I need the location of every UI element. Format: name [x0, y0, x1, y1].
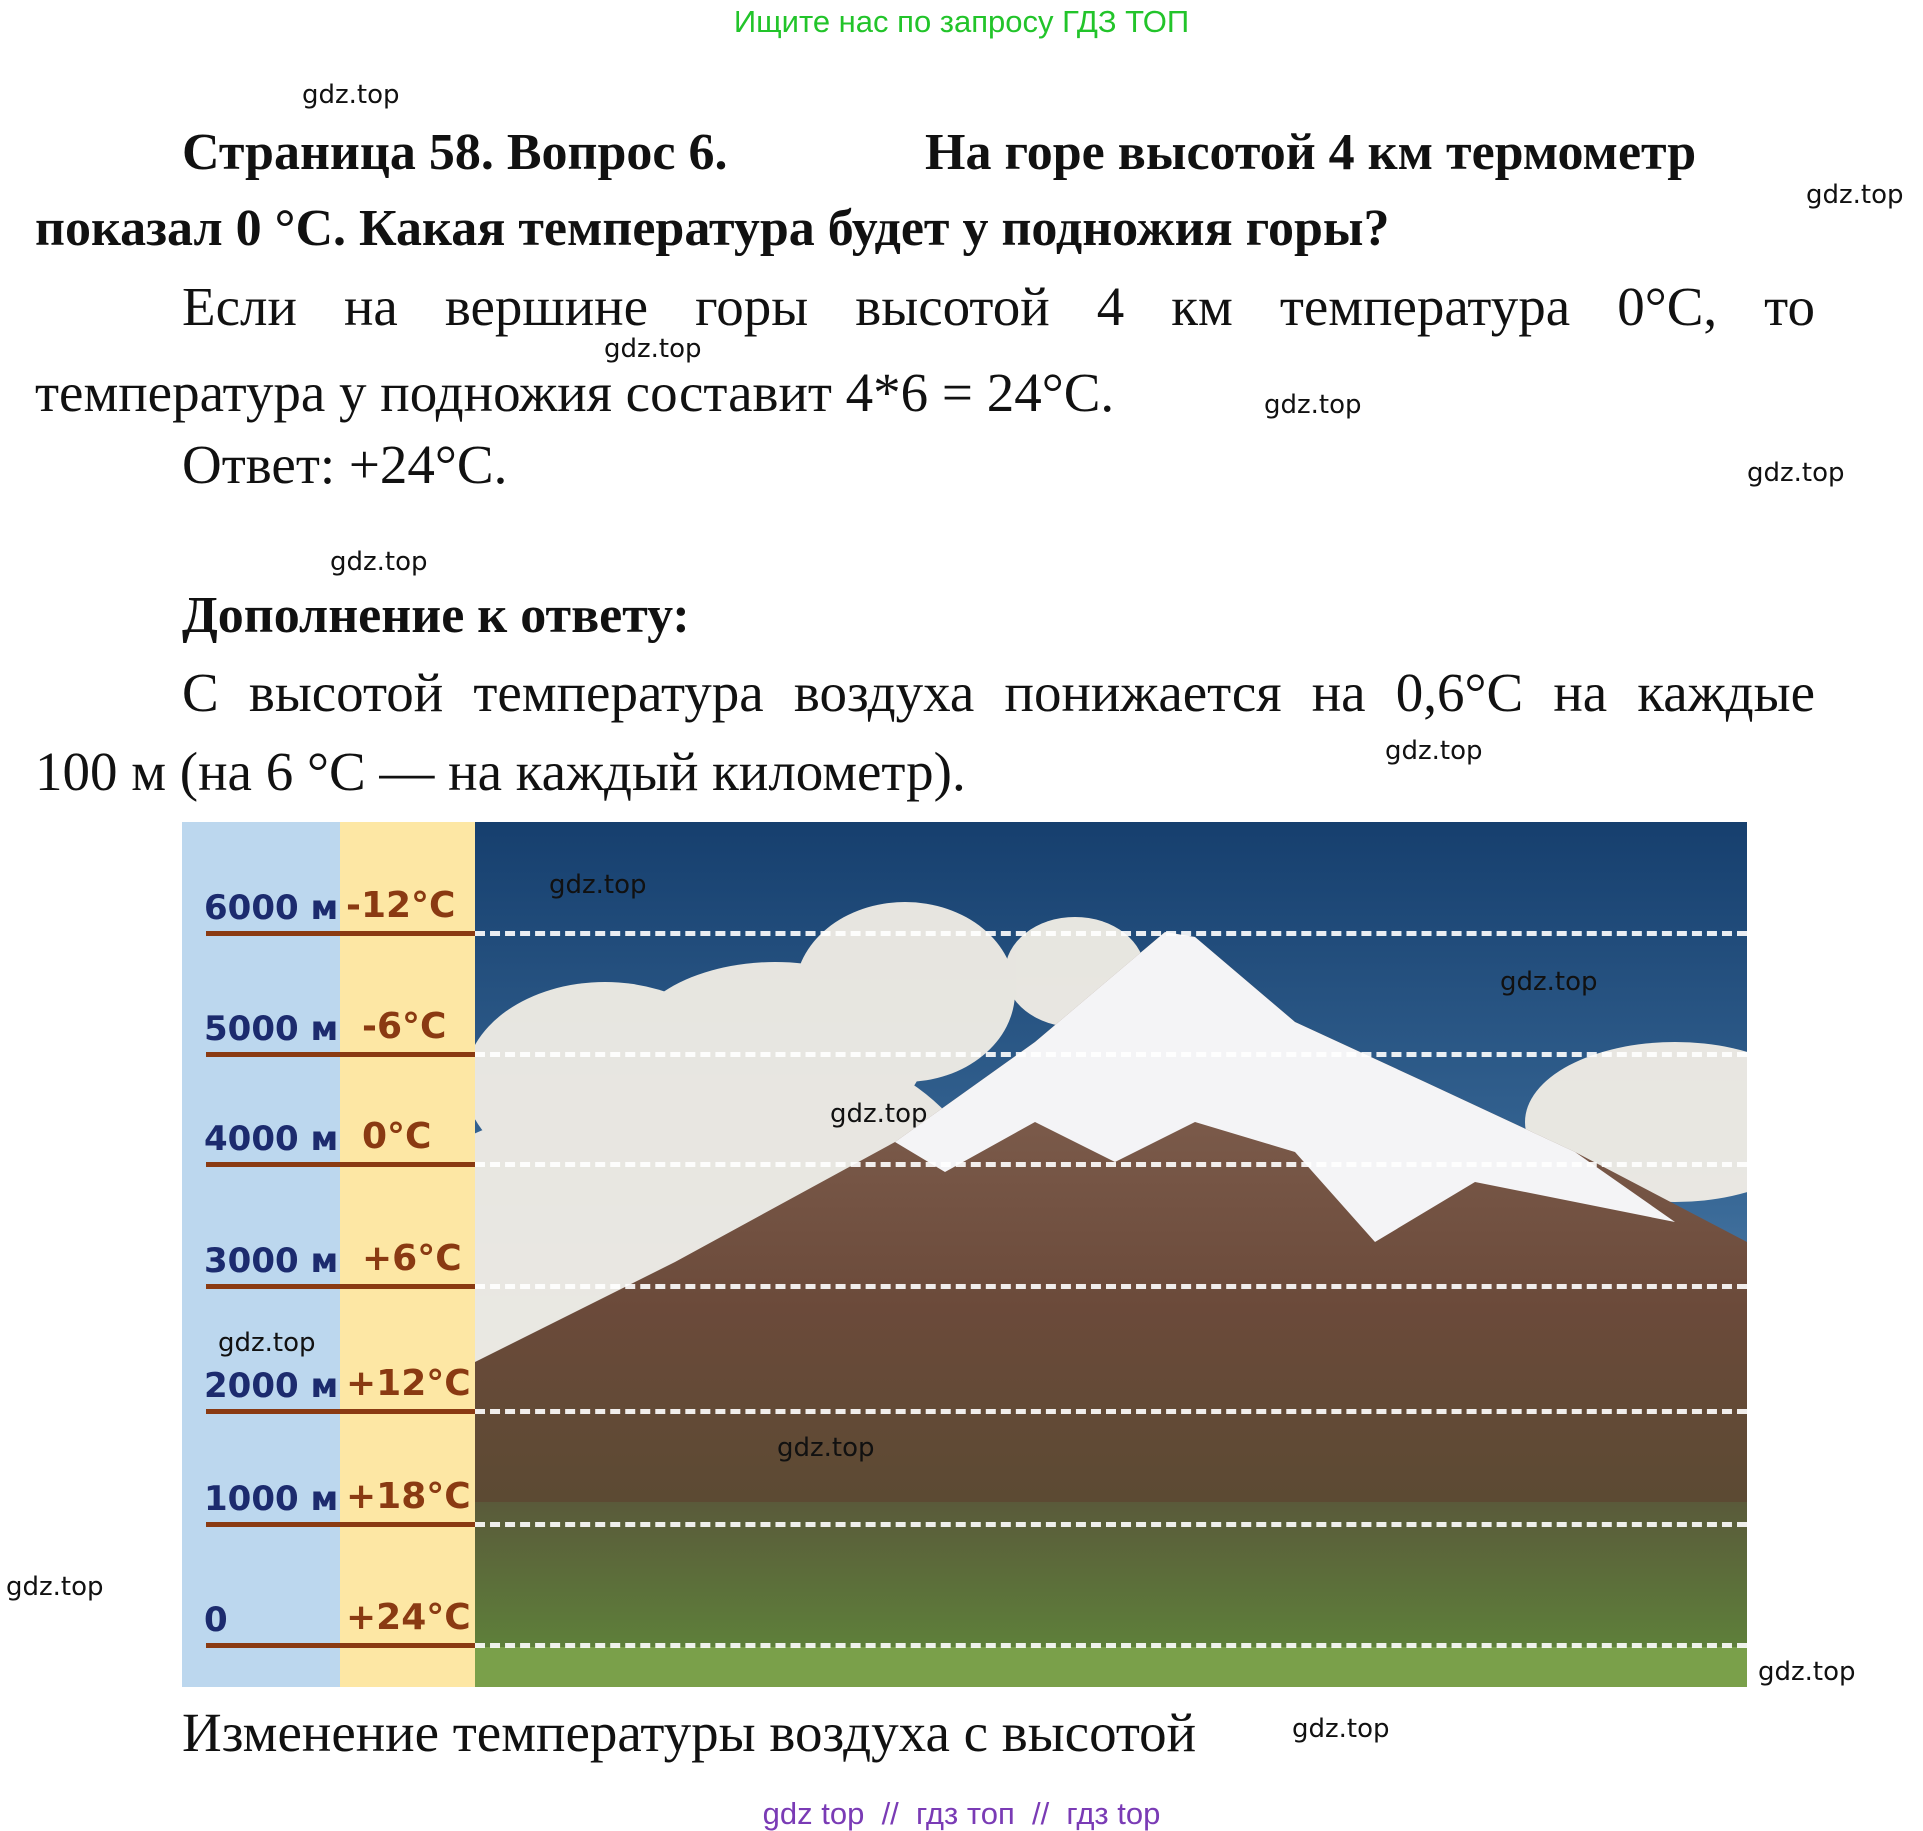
watermark: gdz.top [1747, 458, 1845, 488]
watermark: gdz.top [218, 1328, 316, 1358]
temperature-label: +18°C [346, 1476, 471, 1517]
temperature-label: +24°C [346, 1597, 471, 1638]
level-line [206, 1052, 475, 1057]
level-line [206, 1643, 475, 1648]
answer-result: Ответ: +24°С. [182, 434, 508, 495]
question-label: Страница 58. Вопрос 6. [182, 124, 728, 181]
level-dashed-line [475, 1643, 1747, 1648]
level-line [206, 1522, 475, 1527]
altitude-label: 6000 м [204, 888, 339, 928]
temperature-label: 0°C [362, 1116, 432, 1157]
altitude-label: 3000 м [204, 1241, 339, 1281]
watermark: gdz.top [1385, 736, 1483, 766]
temperature-label: -6°C [362, 1006, 447, 1047]
supplement-line1: С высотой температура воздуха понижается на 0,6°С на каждые [182, 662, 1815, 723]
banner[interactable]: Ищите нас по запросу ГДЗ ТОП [733, 4, 1190, 39]
level-dashed-line [475, 1052, 1747, 1057]
altitude-label: 1000 м [204, 1479, 339, 1519]
level-line [206, 1162, 475, 1167]
level-dashed-line [475, 1162, 1747, 1167]
watermark: gdz.top [1806, 180, 1904, 210]
watermark: gdz.top [302, 80, 400, 110]
altitude-label: 0 [204, 1600, 228, 1640]
level-dashed-line [475, 1522, 1747, 1527]
supplement-heading: Дополнение к ответу: [182, 587, 690, 644]
level-line [206, 931, 475, 936]
watermark: gdz.top [330, 547, 428, 577]
figure-caption: Изменение температуры воздуха с высотой [182, 1702, 1197, 1763]
mountain-photo [475, 822, 1747, 1687]
level-dashed-line [475, 1409, 1747, 1414]
watermark: gdz.top [830, 1099, 928, 1129]
watermark: gdz.top [777, 1433, 875, 1463]
question-line1: На горе высотой 4 км термометр [925, 124, 1697, 181]
watermark: gdz.top [1758, 1657, 1856, 1687]
watermark: gdz.top [604, 334, 702, 364]
answer-line1: Если на вершине горы высотой 4 км температура 0°С, то [182, 276, 1815, 337]
temperature-label: +12°C [346, 1363, 471, 1404]
question-line2: показал 0 °С. Какая температура будет у подножия горы? [35, 200, 1390, 257]
level-dashed-line [475, 1284, 1747, 1289]
watermark: gdz.top [549, 870, 647, 900]
temperature-label: +6°C [362, 1238, 462, 1279]
watermark: gdz.top [1500, 967, 1598, 997]
level-line [206, 1409, 475, 1414]
answer-line2: температура у подножия составит 4*6 = 24°С. [35, 362, 1115, 423]
temperature-label: -12°C [346, 885, 456, 926]
supplement-line2: 100 м (на 6 °С — на каждый километр). [35, 741, 966, 802]
altitude-label: 2000 м [204, 1366, 339, 1406]
footer-links[interactable]: gdz top // гдз топ // гдз top [762, 1796, 1161, 1831]
altitude-label: 5000 м [204, 1009, 339, 1049]
altitude-label: 4000 м [204, 1119, 339, 1159]
watermark: gdz.top [1264, 390, 1362, 420]
altitude-temperature-figure [182, 822, 1747, 1687]
watermark: gdz.top [1292, 1714, 1390, 1744]
level-line [206, 1284, 475, 1289]
level-dashed-line [475, 931, 1747, 936]
watermark: gdz.top [6, 1572, 104, 1602]
